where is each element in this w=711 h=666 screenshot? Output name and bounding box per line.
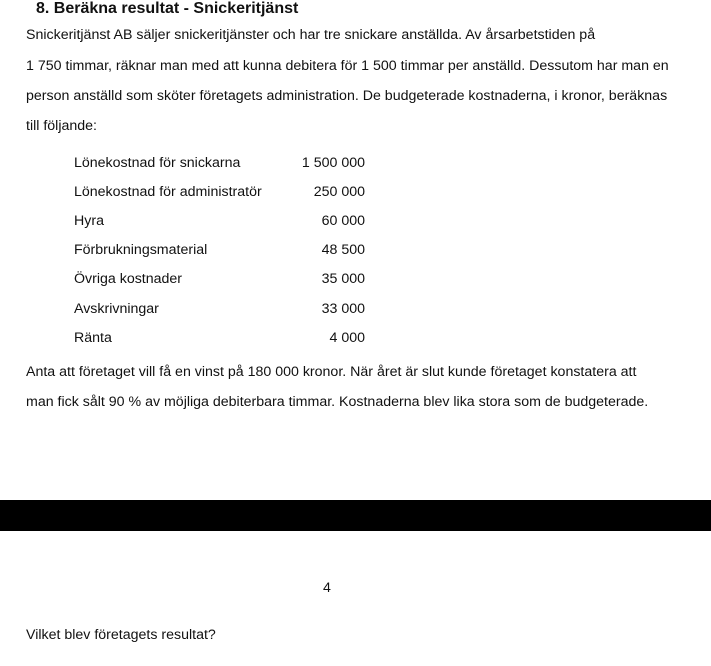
cost-amount: 4 000 xyxy=(329,329,365,346)
cost-row xyxy=(74,294,365,323)
page-number: 4 xyxy=(323,580,331,596)
cost-amount: 33 000 xyxy=(321,300,365,317)
cost-row xyxy=(74,236,365,265)
cost-amount: 250 000 xyxy=(313,183,365,200)
cost-label: Ränta xyxy=(74,329,112,346)
cost-amount: 1 500 000 xyxy=(301,154,365,171)
cost-row xyxy=(74,148,365,177)
cost-amount: 48 500 xyxy=(321,242,365,259)
intro-line-1: Snickeritjänst AB säljer snickeritjänster och har tre snickare anställda. Av årsarbetstiden på xyxy=(26,27,596,43)
followup-line-1: Anta att företaget vill få en vinst på 180 000 kronor. När året är slut kunde företaget konstatera att xyxy=(26,364,637,380)
cost-label: Lönekostnad för administratör xyxy=(74,183,262,200)
intro-line-3: person anställd som sköter företagets administration. De budgeterade kostnaderna, i kronor, beräknas xyxy=(26,88,668,104)
page-separator-bar xyxy=(0,500,711,531)
cost-row xyxy=(74,177,365,206)
cost-label: Hyra xyxy=(74,212,104,229)
cost-amount: 35 000 xyxy=(321,271,365,288)
cost-amount: 60 000 xyxy=(321,212,365,229)
cost-row xyxy=(74,265,365,294)
cost-label: Lönekostnad för snickarna xyxy=(74,154,241,171)
cost-label: Övriga kostnader xyxy=(74,271,183,288)
intro-line-2: 1 750 timmar, räknar man med att kunna debitera för 1 500 timmar per anställd. Dessutom har man en xyxy=(26,58,669,74)
exercise-heading: 8. Beräkna resultat - Snickeritjänst xyxy=(36,0,299,17)
cost-row xyxy=(74,323,365,352)
followup-line-2: man fick sålt 90 % av möjliga debiterbara timmar. Kostnaderna blev lika stora som de budgeterade. xyxy=(26,394,649,410)
intro-line-4: till följande: xyxy=(26,118,97,134)
budget-cost-table xyxy=(74,148,365,352)
cost-label: Avskrivningar xyxy=(74,300,159,317)
cost-row xyxy=(74,206,365,235)
cost-label: Förbrukningsmaterial xyxy=(74,242,208,259)
question-text: Vilket blev företagets resultat? xyxy=(26,627,216,643)
